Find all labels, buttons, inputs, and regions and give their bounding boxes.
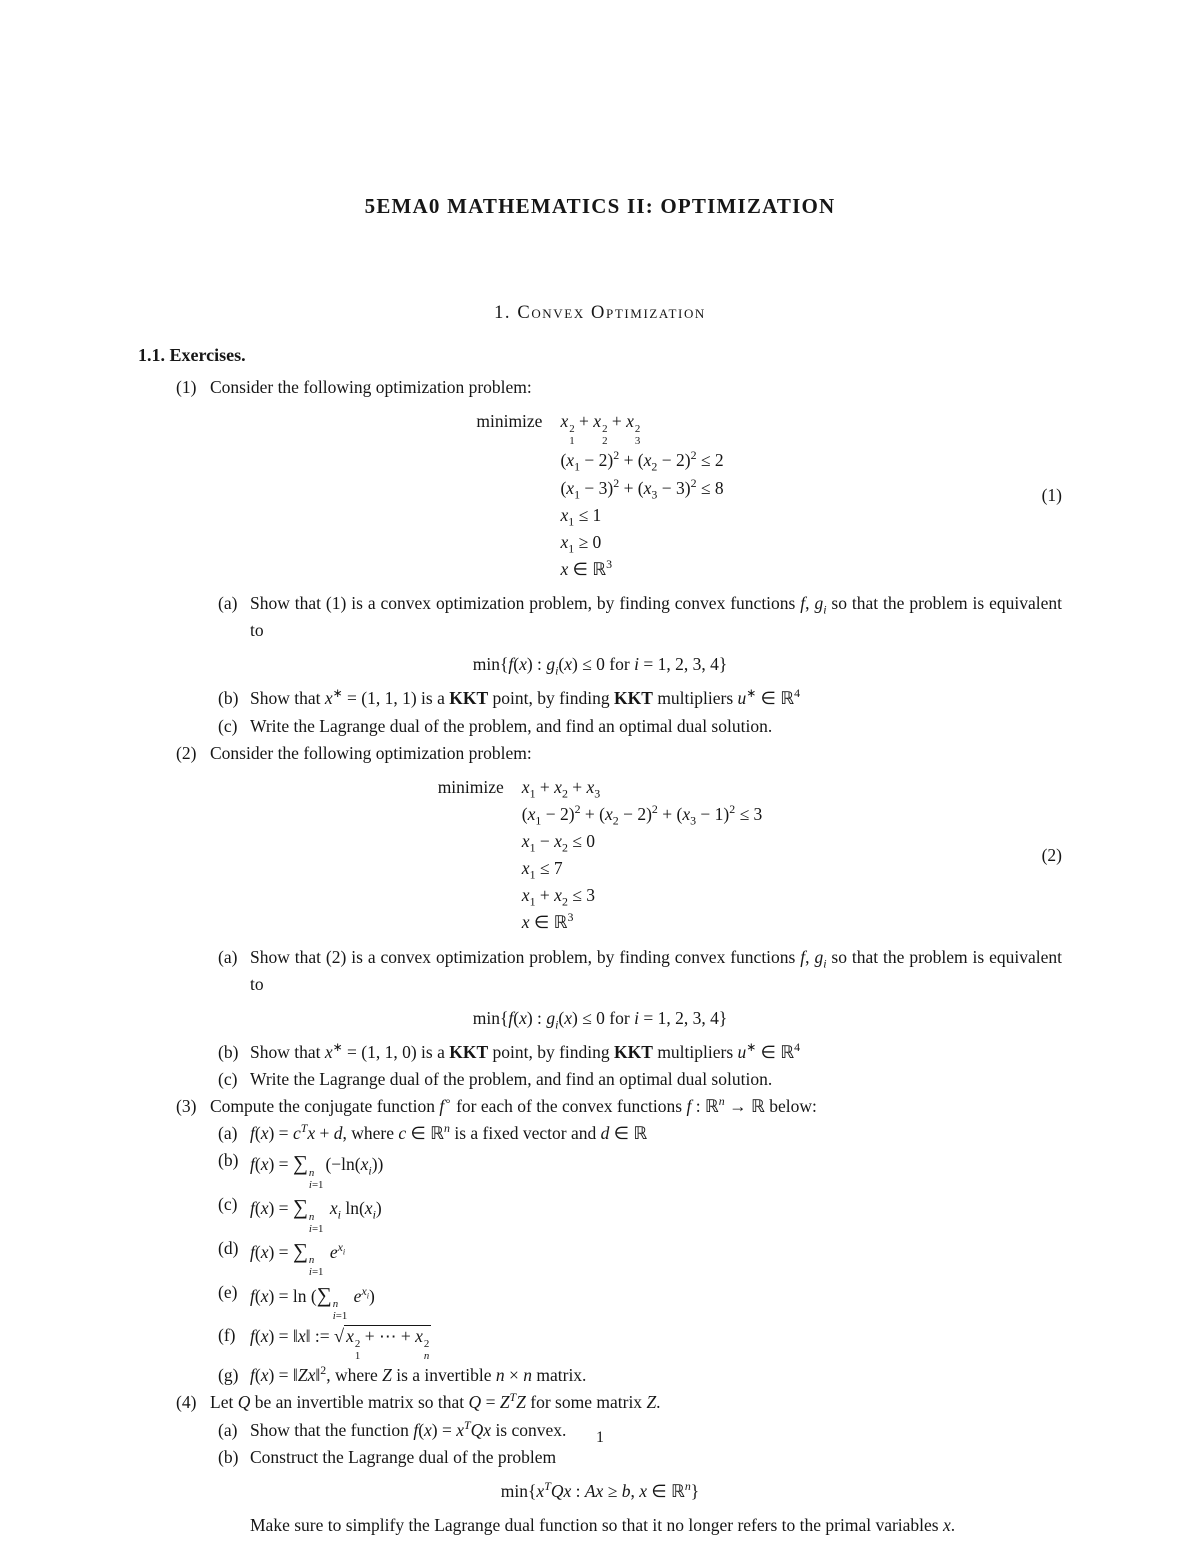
problem-3-item-b [218,1147,1062,1191]
display-formula-min-1: min{f(x) : $g_i(x) \le 0$ for i = 1, 2, 3, 4} [472,654,728,678]
item-e-formula: f(x) = ln (∑ n i=1 $e^{x_i}$) [250,1282,375,1323]
document-title: 5EMA0 MATHEMATICS II: OPTIMIZATION [364,194,836,218]
item-a-text: Show that (1) is a convex optimization problem, by finding convex functions f, $g_i$ so that the problem is equivalent to [250,593,1063,641]
equation-keyword: minimize [476,411,543,432]
equation-line [476,502,723,529]
item-b-formula: f(x) = ∑ n i=1 $(-\ln(x_i))$ [250,1151,384,1191]
section-heading: 1. Convex Optimization [494,302,706,323]
item-a-text: Show that the function $f(x) = x^TQx$ is convex. [250,1417,567,1440]
equation-expression: x 2 1 + x 2 2 + x 2 3 [560,411,641,448]
equation-line [438,801,763,828]
problem-3-item-d [218,1235,1062,1279]
problem-3-item-c [218,1191,1062,1235]
problem-3-item-f [218,1322,1062,1362]
problem-1 [176,374,1062,401]
equation-expression: $x_1 \le 7$ [521,858,563,882]
item-b-text: Show that x∗ = (1, 1, 0) is a KKT point, by finding KKT multipliers u∗ ∈ ℝ$^4$ [250,1040,801,1062]
item-a-label: (a) [218,1419,238,1440]
item-g-label: (g) [218,1365,239,1386]
problem-3-item-a [218,1120,1062,1147]
problem-1-label: (1) [176,377,197,398]
problem-2-label: (2) [176,742,197,763]
equation-keyword: minimize [437,776,504,797]
problem-4-item-b [218,1444,1062,1471]
item-a-label: (a) [218,593,238,614]
equation-expression: $(x_1 - 2)^2 + (x_2 - 2)^2 + (x_3 - 1)^2 \le 3$ [521,802,763,828]
item-a-text: Show that (2) is a convex optimization problem, by finding convex functions f, $g_i$ so that the problem is equivalent to [250,946,1063,994]
problem-3-intro: Compute the conjugate function f∘ for each of the convex functions f : ℝ$^n$ → ℝ below: [210,1094,817,1117]
display-formula-min-4: $\min\{x^TQx$ : Ax ≥ b, x ∈ ℝ$^n$} [500,1479,700,1501]
item-c-text: Write the Lagrange dual of the problem, and find an optimal dual solution. [250,1069,773,1090]
equation-1-body [476,408,723,583]
item-d-formula: f(x) = ∑ n i=1 $e^{x_i}$ [250,1238,346,1279]
page-number: 1 [596,1429,604,1446]
problem-1-item-a [218,590,1062,644]
item-b-label: (b) [218,1150,239,1171]
display-formula-min-2: min{f(x) : $g_i(x) \le 0$ for i = 1, 2, 3, 4} [472,1007,728,1032]
equation-line [476,475,723,502]
item-c-label: (c) [218,715,238,736]
equation-line [438,909,763,936]
problem-4-label: (4) [176,1392,197,1413]
equation-2-number: (2) [1041,844,1062,865]
item-a-label: (a) [218,1123,238,1144]
equation-2-body [438,774,763,937]
equation-expression: x ∈ ℝ$^3$ [560,557,613,579]
problem-3-item-e [218,1279,1062,1323]
problem-1-item-c [218,713,1062,740]
item-b-label: (b) [218,688,239,709]
item-b-text: Construct the Lagrange dual of the problem [250,1446,557,1467]
problem-2-intro: Consider the following optimization problem: [210,742,532,763]
display-equation-1 [138,408,1062,583]
equation-line [438,855,763,882]
item-c-label: (c) [218,1069,238,1090]
equation-expression: $x_1 - x_2 \le 0$ [521,831,595,855]
equation-1-number: (1) [1041,485,1062,506]
equation-expression: $x_1 + x_2 \le 3$ [521,885,595,909]
problem-2-item-b [218,1039,1062,1066]
problem-2-item-c [218,1066,1062,1093]
equation-expression: x ∈ ℝ$^3$ [521,910,574,933]
item-c-label: (c) [218,1194,238,1215]
equation-line [476,447,723,474]
item-c-formula: f(x) = ∑ n i=1 $x_i$ $\ln(x_i)$ [250,1195,382,1235]
item-g-formula: f(x) = ‖Zx‖$^2$, where Z is a invertible n × n matrix. [250,1363,587,1386]
problem-4 [176,1389,1062,1416]
item-a-formula: $f(x) = c^Tx + d$, where c ∈ ℝ$^n$ is a fixed vector and d ∈ ℝ [250,1121,648,1144]
item-b-label: (b) [218,1041,239,1062]
item-b-label: (b) [218,1446,239,1467]
problem-2-item-a [218,944,1062,998]
item-f-formula: f(x) = ‖x‖ := √ x 2 1 + ⋯ + x 2 n [250,1326,430,1363]
equation-line [476,408,723,447]
equation-line [476,529,723,556]
equation-line [438,774,763,801]
equation-line [438,828,763,855]
problem-1-intro: Consider the following optimization problem: [210,377,532,398]
subsection-heading: 1.1. Exercises. [138,345,246,366]
problem-2 [176,740,1062,767]
equation-expression: $(x_1 - 3)^2 + (x_3 - 3)^2 \le 8$ [560,475,724,502]
equation-expression: $x_1 \le 1$ [560,504,602,529]
problem-4-note: Make sure to simplify the Lagrange dual function so that it no longer refers to the primal variables x. [250,1514,956,1535]
problem-3-item-g [218,1362,1062,1389]
equation-expression: $x_1 \ge 0$ [560,531,602,556]
problem-1-item-b [218,685,1062,712]
item-d-label: (d) [218,1237,239,1258]
problem-3-label: (3) [176,1096,197,1117]
equation-line [476,556,723,583]
equation-expression: $(x_1 - 2)^2 + (x_2 - 2)^2 \le 2$ [560,448,724,474]
item-f-label: (f) [218,1325,236,1346]
item-c-text: Write the Lagrange dual of the problem, and find an optimal dual solution. [250,715,773,736]
equation-line [438,882,763,909]
display-equation-2 [138,774,1062,937]
item-e-label: (e) [218,1281,238,1302]
item-a-label: (a) [218,946,238,967]
problem-4-intro: Let Q be an invertible matrix so that $Q = Z^TZ$ for some matrix Z. [210,1390,661,1413]
problem-3 [176,1093,1062,1120]
equation-expression: $x_1 + x_2 + x_3$ [521,776,601,801]
item-b-text: Show that x∗ = (1, 1, 1) is a KKT point, by finding KKT multipliers u∗ ∈ ℝ$^4$ [250,686,801,709]
